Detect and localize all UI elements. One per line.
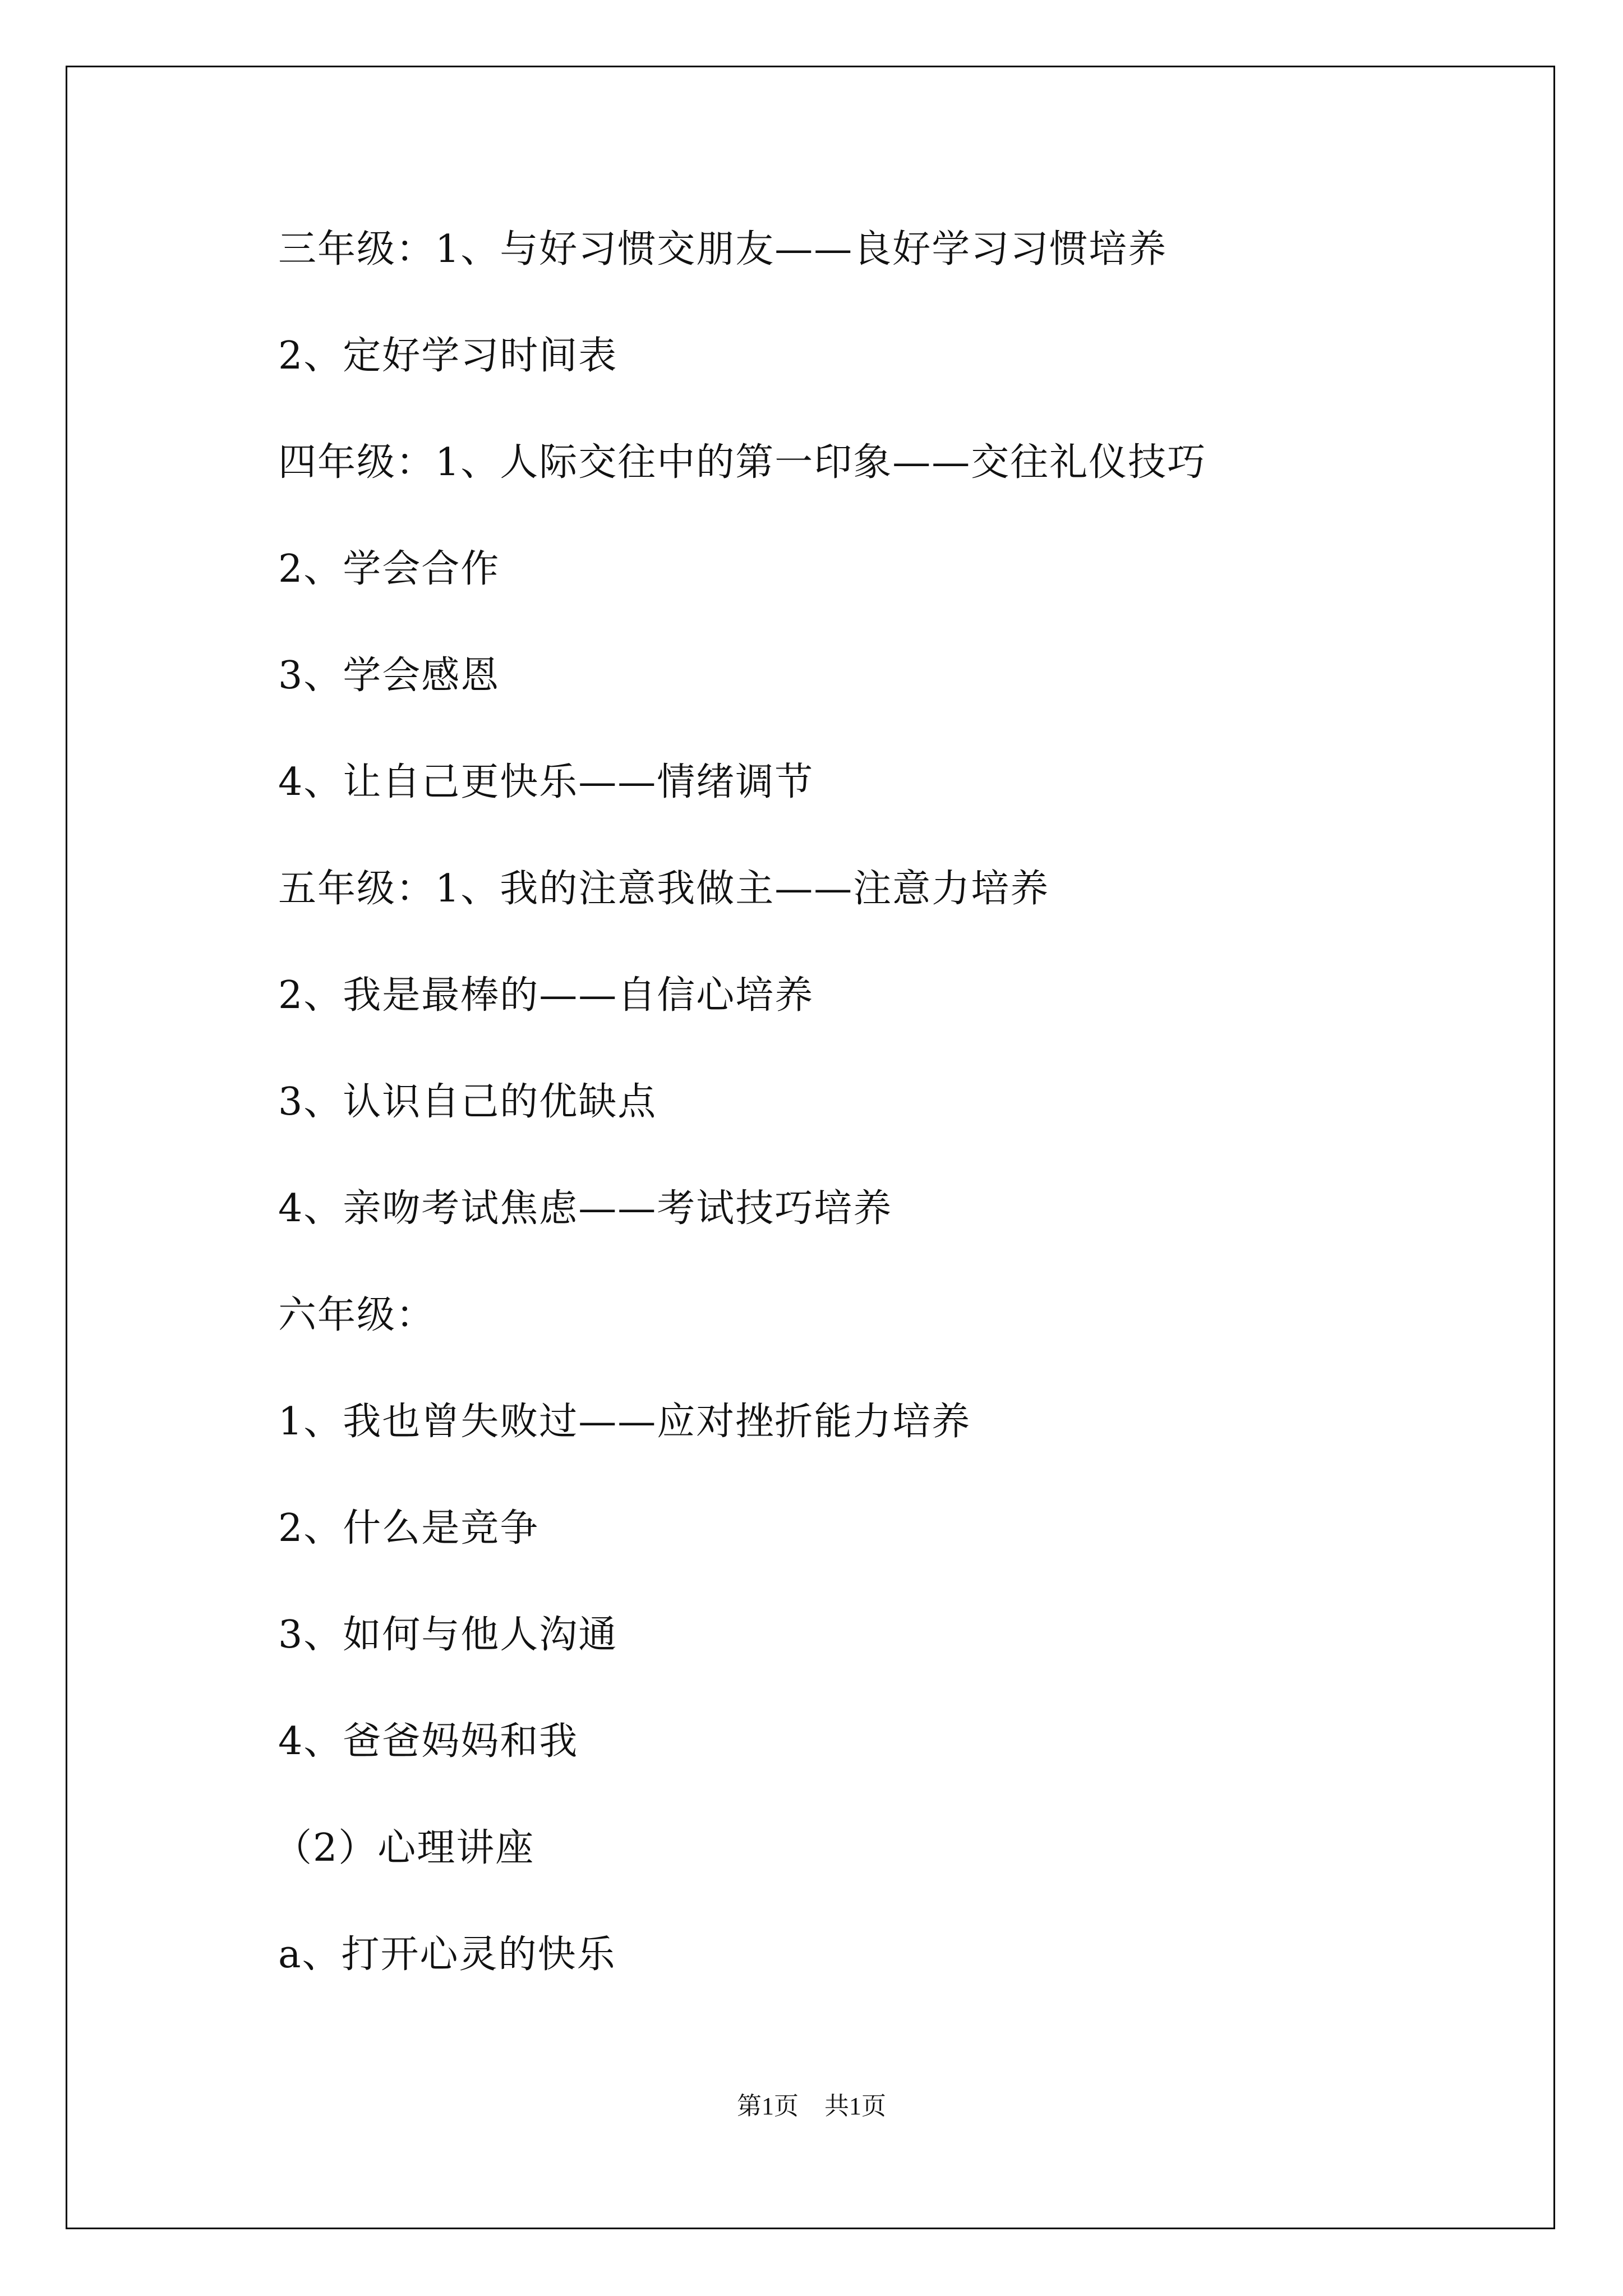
text-line: 四年级：1、人际交往中的第一印象——交往礼仪技巧 [278, 440, 1207, 485]
text-line: 三年级：1、与好习惯交朋友——良好学习习惯培养 [278, 227, 1168, 272]
text-line: 2、什么是竞争 [278, 1506, 540, 1550]
text-line: 3、学会感恩 [278, 654, 500, 698]
text-line: 4、亲吻考试焦虑——考试技巧培养 [278, 1186, 893, 1231]
text-line: 五年级：1、我的注意我做主——注意力培养 [278, 867, 1050, 911]
text-line: 2、我是最棒的——自信心培养 [278, 973, 814, 1018]
page-footer [0, 2090, 1623, 2123]
text-line: 4、让自己更快乐——情绪调节 [278, 760, 814, 804]
text-line: 3、如何与他人沟通 [278, 1613, 618, 1657]
section-heading: （2）心理讲座 [274, 1826, 535, 1870]
page-number: 第1页 [737, 2092, 799, 2120]
text-line: 2、定好学习时间表 [278, 334, 618, 378]
text-line: 4、爸爸妈妈和我 [278, 1719, 579, 1764]
page-total: 共1页 [824, 2092, 886, 2120]
text-line: 3、认识自己的优缺点 [278, 1080, 657, 1124]
text-line: 2、学会合作 [278, 547, 500, 591]
text-line: 六年级： [278, 1293, 436, 1337]
text-line: a、打开心灵的快乐 [278, 1932, 616, 1977]
text-line: 1、我也曾失败过——应对挫折能力培养 [278, 1400, 971, 1444]
page-border [66, 66, 1555, 2229]
